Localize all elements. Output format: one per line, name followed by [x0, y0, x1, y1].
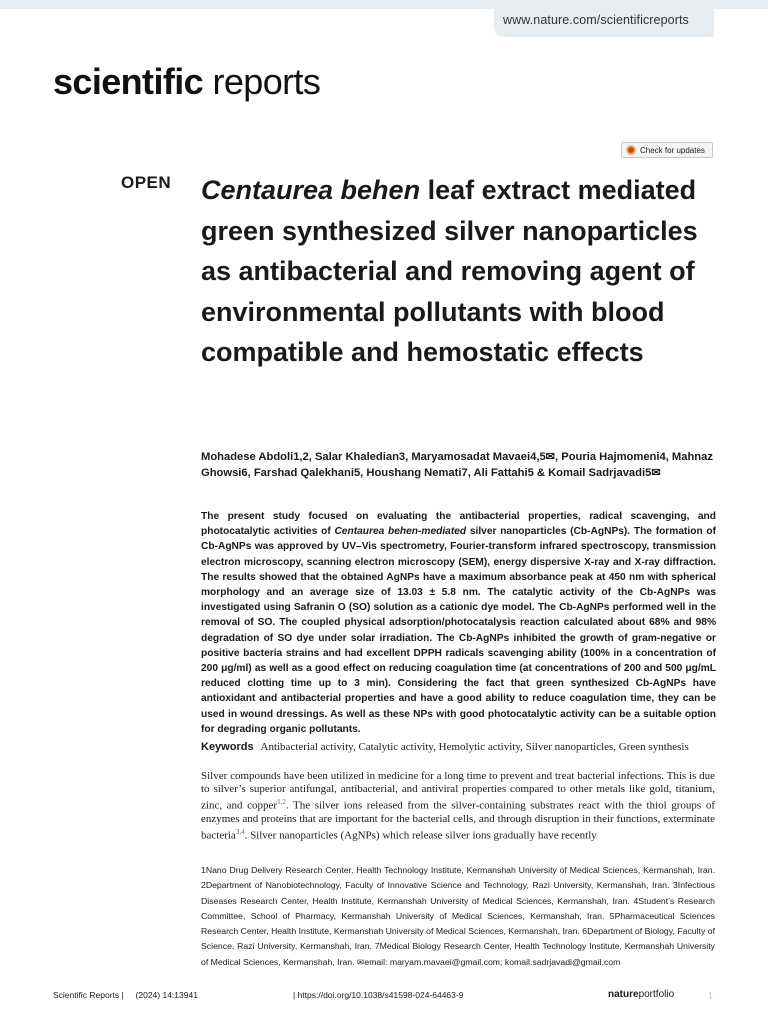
- top-bar: [0, 0, 768, 9]
- brand-bold: nature: [608, 989, 639, 1000]
- journal-logo-bold: scientific: [53, 61, 204, 102]
- abstract: [201, 509, 716, 737]
- body-part-3: . Silver nanoparticles (AgNPs) which release silver ions gradually have recently: [244, 830, 597, 843]
- intro-paragraph: [201, 770, 715, 843]
- footer-doi[interactable]: | https://doi.org/10.1038/s41598-024-64463-9: [293, 990, 464, 1000]
- keywords: [201, 741, 721, 753]
- citation-link[interactable]: 3,4: [235, 828, 245, 837]
- title-rest: leaf extract mediated green synthesized silver nanoparticles as antibacterial and removing agent of environmental pollutants with blood compatible and hemostatic effects: [201, 175, 698, 367]
- nature-portfolio-logo: [608, 989, 674, 1000]
- check-updates-label: Check for updates: [640, 145, 705, 155]
- body-part-2: . The silver ions released from the silver-containing substrates react with the thiol groups of enzymes and proteins that are important for the bacterial cells, and through disruption in their functions, exterminate bacteria: [201, 800, 715, 843]
- check-updates-button[interactable]: [621, 142, 713, 158]
- footer-journal: [53, 990, 198, 1000]
- journal-logo[interactable]: [53, 61, 321, 102]
- keywords-label: Keywords: [201, 741, 254, 753]
- abstract-part-2: silver nanoparticles (Cb-AgNPs). The formation of Cb-AgNPs was approved by UV–Vis spectrometry, Fourier-transform infrared spectroscopy, transmission electron microscopy, scanning electron microscopy (SEM), energy dispersive X-ray and X-ray diffraction. The results showed that the obtained AgNPs have a maximum absorbance peak at 450 nm with spherical morphology and an average size of 13.03 ± 5.8 nm. The catalytic activity of the Cb-AgNPs was investigated using Safranin O (SO) solution as a cationic dye model. The Cb-AgNPs performed well in the removal of SO. The coupled physical adsorption/photocatalysis reaction calculated about 68% and 98% degradation of SO dye under solar irradiation. The Cb-AgNPs inhibited the growth of gram-negative or positive bacteria strains and had excellent DPPH radicals scavenging ability (100% in a concentration of 200 μg/ml) as well as a good effect on reducing coagulation time (at concentrations of 200 and 500 μg/mL reduced clotting time up to 3 min). Considering the fact that green synthesized Cb-AgNPs have antioxidant and antibacterial properties and have a good ability to reduce coagulation time, they can be used in wound dressings. As well as these NPs with good photocatalytic activity can be a suitable option for degrading organic pollutants.: [201, 526, 716, 735]
- body-part-1: Silver compounds have been utilized in medicine for a long time to prevent and treat bacterial infections. This is due to silver’s superior antifungal, antibacterial, and antiviral properties compared to other metals like gold, titanium, zinc, and copper: [201, 770, 715, 813]
- footer-journal-name: Scientific Reports |: [53, 990, 124, 1000]
- title-species: Centaurea behen: [201, 175, 421, 205]
- journal-logo-light: reports: [203, 61, 321, 102]
- page-footer: [53, 990, 713, 1004]
- abstract-italic: Centaurea behen-mediated: [334, 526, 467, 538]
- author-list: Mohadese Abdoli1,2, Salar Khaledian3, Maryamosadat Mavaei4,5✉, Pouria Hajmomeni4, Mahnaz Ghowsi6, Farshad Qalekhani5, Houshang Nemati7, Ali Fattahi5 & Komail Sadrjavadi5✉: [201, 451, 713, 479]
- keywords-list: Antibacterial activity, Catalytic activity, Hemolytic activity, Silver nanoparticles, Green synthesis: [260, 741, 689, 753]
- crossmark-icon: [626, 145, 636, 155]
- citation-link[interactable]: 1,2: [277, 798, 286, 807]
- article-title: [201, 170, 711, 373]
- brand-light: portfolio: [638, 989, 675, 1000]
- page-number: 1: [708, 990, 713, 1000]
- footer-issue: (2024) 14:13941: [135, 990, 198, 1000]
- abstract-part-1: The present study focused on evaluating the antibacterial properties, radical scavenging, and photocatalytic activities of: [201, 511, 716, 538]
- affiliations: 1Nano Drug Delivery Research Center, Health Technology Institute, Kermanshah University of Medical Sciences, Kermanshah, Iran. 2Department of Nanobiotechnology, Faculty of Innovative Science and Technology, Razi University, Kermanshah, Iran. 3Infectious Diseases Research Center, Health Institute, Kermanshah University of Medical Sciences, Kermanshah, Iran. 4Student’s Research Committee, School of Pharmacy, Kermanshah University of Medical Sciences, Kermanshah, Iran. 5Pharmaceutical Sciences Research Center, Health Institute, Kermanshah University of Medical Sciences, Kermanshah, Iran. 6Department of Biology, Faculty of Science, Razi University, Kermanshah, Iran. 7Medical Biology Research Center, Health Technology Institute, Kermanshah University of Medical Sciences, Kermanshah, Iran. ✉email: maryam.mavaei@gmail.com; komail.sadrjavadi@gmail.com: [201, 865, 715, 967]
- journal-url[interactable]: www.nature.com/scientificreports: [503, 13, 689, 27]
- open-access-label: OPEN: [121, 173, 172, 192]
